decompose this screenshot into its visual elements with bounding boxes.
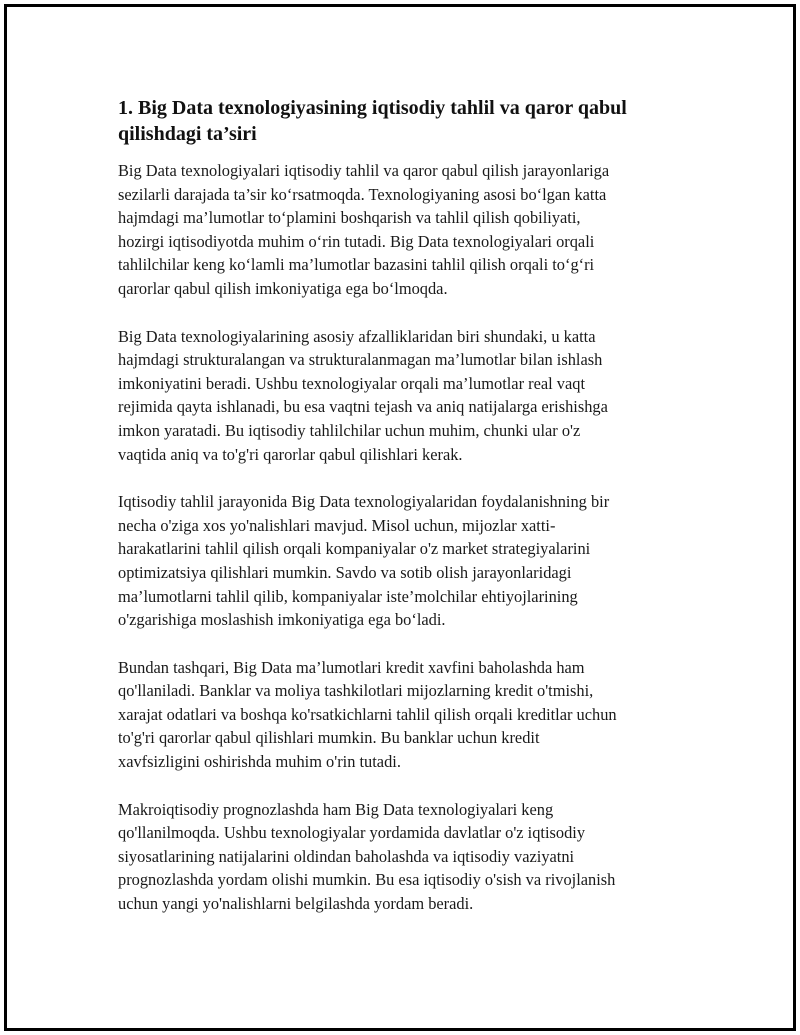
text-line: Bundan tashqari, Big Data ma’lumotlari kredit xavfini baholashda ham [118,657,585,677]
text-line: sezilarli darajada ta’sir ko‘rsatmoqda. Texnologiyaning asosi bo‘lgan katta [118,184,607,204]
text-line: Iqtisodiy tahlil jarayonida Big Data texnologiyalaridan foydalanishning bir [118,492,610,512]
paragraph-1 [118,159,688,301]
text-line: to'g'ri qarorlar qabul qilishlari mumkin. Bu banklar uchun kredit [118,728,540,748]
text-line: tahlilchilar keng ko‘lamli ma’lumotlar bazasini tahlil qilish orqali to‘g‘ri [118,255,595,275]
text-line: prognozlashda yordam olishi mumkin. Bu esa iqtisodiy o'sish va rivojlanish [118,870,616,890]
text-line: qo'llaniladi. Banklar va moliya tashkilotlari mijozlarning kredit o'tmishi, [118,681,594,701]
text-line: o'zgarishiga moslashish imkoniyatiga ega bo‘ladi. [118,610,446,630]
text-line: xarajat odatlari va boshqa ko'rsatkichlarni tahlil qilish orqali kreditlar uchun [118,704,617,724]
text-line: necha o'ziga xos yo'nalishlari mavjud. Misol uchun, mijozlar xatti- [118,515,556,535]
document-body [118,95,688,940]
text-line: vaqtida aniq va to'g'ri qarorlar qabul qilishlari kerak. [118,444,463,464]
text-line: harakatlarini tahlil qilish orqali kompaniyalar o'z market strategiyalarini [118,539,591,559]
text-line: optimizatsiya qilishlari mumkin. Savdo va sotib olish jarayonlaridagi [118,562,572,582]
text-line: imkoniyatini beradi. Ushbu texnologiyalar orqali ma’lumotlar real vaqt [118,373,586,393]
text-line: Big Data texnologiyalarining asosiy afzalliklaridan biri shundaki, u katta [118,326,596,346]
text-line: siyosatlarining natijalarini oldindan baholashda va iqtisodiy vaziyatni [118,846,575,866]
section-heading: 1. Big Data texnologiyasining iqtisodiy tahlil va qaror qabul qilishdagi ta’siri [118,97,627,145]
text-line: qarorlar qabul qilish imkoniyatiga ega bo‘lmoqda. [118,278,448,298]
paragraph-5 [118,798,688,916]
paragraph-3 [118,490,688,632]
paragraph-2 [118,325,688,467]
text-line: ma’lumotlarni tahlil qilib, kompaniyalar iste’molchilar ehtiyojlarining [118,586,578,606]
text-line: imkon yaratadi. Bu iqtisodiy tahlilchilar uchun muhim, chunki ular o'z [118,420,581,440]
text-line: hozirgi iqtisodiyotda muhim o‘rin tutadi. Big Data texnologiyalari orqali [118,231,595,251]
text-line: hajmdagi strukturalangan va strukturalanmagan ma’lumotlar bilan ishlash [118,350,603,370]
text-line: Big Data texnologiyalari iqtisodiy tahlil va qaror qabul qilish jarayonlariga [118,161,610,180]
text-line: qo'llanilmoqda. Ushbu texnologiyalar yordamida davlatlar o'z iqtisodiy [118,823,586,843]
text-line: xavfsizligini oshirishda muhim o'rin tutadi. [118,752,401,772]
paragraph-4 [118,656,688,774]
text-line: hajmdagi ma’lumotlar to‘plamini boshqarish va tahlil qilish qobiliyati, [118,208,581,228]
text-line: rejimida qayta ishlanadi, bu esa vaqtni tejash va aniq natijalarga erishishga [118,397,608,417]
text-line: Makroiqtisodiy prognozlashda ham Big Data texnologiyalari keng [118,799,554,819]
text-line: uchun yangi yo'nalishlarni belgilashda yordam beradi. [118,894,474,914]
